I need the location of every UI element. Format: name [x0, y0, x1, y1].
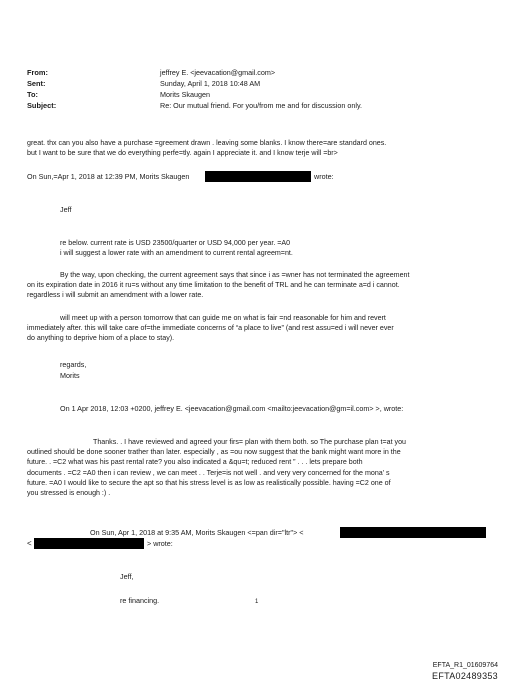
to-value: Morits Skaugen [160, 90, 210, 99]
text-line: i will suggest a lower rate with an amendment to current rental agreem=nt. [60, 249, 293, 258]
closing: regards, [60, 360, 87, 369]
text-line: regardless i will submit an amendment with a lower rate. [27, 291, 204, 300]
text-line: By the way, upon checking, the current agreement says that since i as =wner has not terminated the agreement [60, 271, 410, 279]
text-line: great. thx can you also have a purchase =greement drawn . leaving some blanks. I know there=are standard ones. [27, 139, 387, 147]
closing-line: re financing. [120, 596, 160, 605]
text-line: will meet up with a person tomorrow that can guide me on what is fair =nd reasonable for him and revert [60, 314, 386, 322]
text-line: future. . =C2 what was his past rental rate? you also indicated a &qu=t; reduced rent ” . . . lets prepare both [27, 458, 363, 467]
sent-value: Sunday, April 1, 2018 10:48 AM [160, 79, 261, 88]
wrote-label: > wrote: [147, 539, 173, 548]
angle-bracket: < [27, 539, 32, 548]
text-line: on its expiration date in 2016 it ru=s without any time limitation to the benefit of TRL and he can terminate a=d i cannot. [27, 281, 400, 290]
salutation: Jeff [60, 205, 72, 214]
redaction-box [340, 527, 486, 538]
reply-paragraph [27, 138, 386, 158]
redaction-box [34, 538, 144, 549]
quoted-header-line: On 1 Apr 2018, 12:03 +0200, jeffrey E. <jeevacation@gmail.com <mailto:jeevacation@gm=il.com> >, wrote: [60, 404, 404, 413]
to-label: To: [27, 90, 38, 99]
text-line: you stressed is enough :) . [27, 489, 111, 498]
text-line: future. =A0 I would like to secure the apt so that his stress level is as low as realistically possible. having =C2 one of [27, 478, 391, 487]
text-line: outlined should be done sooner trather than later. especially , as =ou now suggest that the bank might want more in the [27, 448, 401, 457]
salutation: Jeff, [120, 572, 134, 581]
text-line: do anything to deprive hiom of a place to stay). [27, 334, 175, 343]
text-line: Thanks. . I have reviewed and agreed your firs= plan with them both. so The purchase plan t=at you [93, 438, 406, 446]
from-label: From: [27, 68, 48, 77]
footer-ref-1: EFTA_R1_01609764 [432, 662, 498, 669]
thanks-paragraph [27, 437, 406, 498]
signature: Morits [60, 371, 80, 380]
quoted-header-line: On Sun, Apr 1, 2018 at 9:35 AM, Morits Skaugen <=pan dir="ltr"> < [90, 528, 304, 537]
subject-label: Subject: [27, 101, 57, 110]
subject-value: Re: Our mutual friend. For you/from me and for discussion only. [160, 101, 362, 110]
meeting-paragraph [27, 313, 394, 344]
page-number: 1 [255, 599, 259, 605]
text-line: immediately after. this will take care of=the immediate concerns of “a place to live” (and rest assu=ed i will never ever [27, 324, 394, 333]
from-value: jeffrey E. <jeevacation@gmail.com> [160, 68, 276, 77]
text-line: re below. current rate is USD 23500/quarter or USD 94,000 per year. =A0 [60, 239, 291, 247]
text-line: but I want to be sure that we do everything perfe=tly. again I appreciate it. and I know terje will =br> [27, 149, 338, 158]
rate-paragraph [60, 238, 293, 258]
sent-label: Sent: [27, 79, 46, 88]
wrote-label: wrote: [314, 172, 334, 181]
agreement-paragraph [27, 270, 409, 301]
text-line: documents . =C2 =A0 then i can review , we can meet . . Terje=is not well . and very very concerned for the mona' s [27, 468, 390, 477]
footer-ref-2: EFTA02489353 [432, 671, 498, 681]
quoted-header-line: On Sun,=Apr 1, 2018 at 12:39 PM, Morits Skaugen [27, 172, 190, 181]
redaction-box [205, 171, 311, 182]
